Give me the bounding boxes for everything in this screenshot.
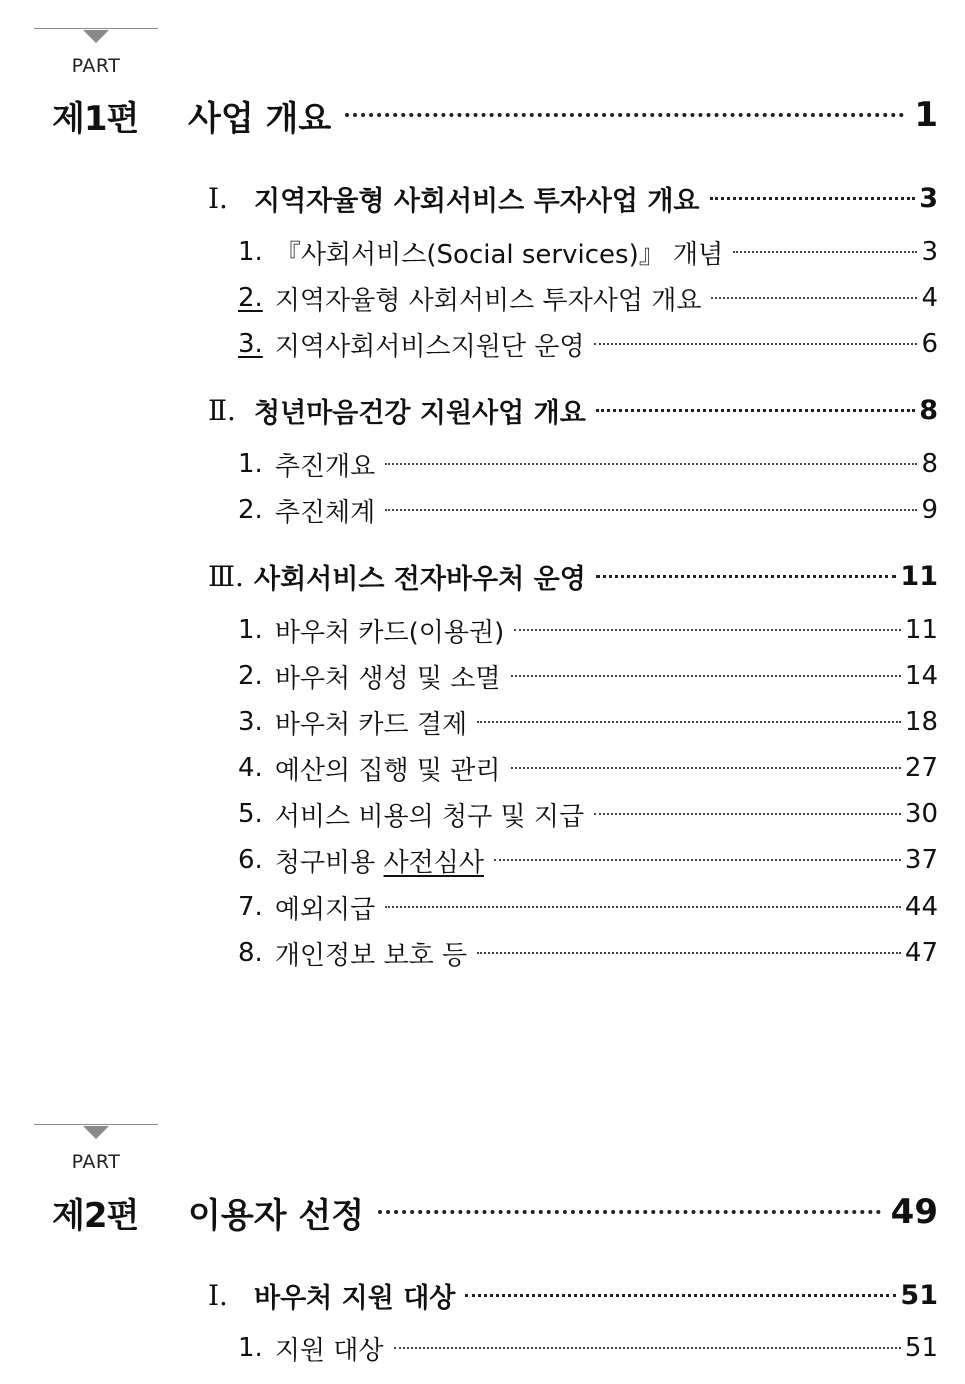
toc-chapter[interactable] — [208, 390, 938, 430]
section-title — [275, 842, 484, 879]
page-number: 9 — [921, 495, 938, 525]
section-number: 2. — [238, 495, 263, 525]
chapter-title: 사회서비스 전자바우처 운영 — [254, 563, 586, 595]
dot-leader — [465, 1294, 896, 1297]
page-number: 51 — [900, 1279, 938, 1311]
toc-section[interactable] — [238, 794, 938, 834]
section-number: 7. — [238, 892, 263, 922]
dot-leader — [594, 343, 917, 345]
page-number: 4 — [921, 283, 938, 313]
section-number: 1. — [238, 237, 263, 267]
section-title-underlined: 사전심사 — [383, 847, 485, 878]
part-rule — [34, 1124, 158, 1125]
part-number: 제1편 — [52, 98, 139, 139]
section-number: 4. — [238, 753, 263, 783]
page-number: 8 — [919, 394, 938, 426]
page-number: 8 — [921, 449, 938, 479]
part-title: 사업 개요 — [188, 98, 332, 139]
toc-chapter[interactable] — [208, 1275, 938, 1315]
page-number: 49 — [890, 1192, 938, 1232]
triangle-down-icon — [83, 30, 109, 43]
dot-leader — [477, 952, 901, 954]
part-number: 제2편 — [52, 1195, 139, 1236]
dot-leader — [733, 251, 917, 253]
page-number: 3 — [919, 182, 938, 214]
section-title: 바우처 생성 및 소멸 — [274, 663, 501, 694]
toc-section[interactable] — [238, 887, 938, 927]
dot-leader — [394, 1347, 901, 1349]
toc-section[interactable] — [238, 278, 938, 318]
section-title: 지역자율형 사회서비스 투자사업 개요 — [274, 285, 702, 316]
section-title: 개인정보 보호 등 — [274, 940, 468, 971]
part-label: PART — [71, 55, 121, 77]
toc-section[interactable] — [238, 324, 938, 364]
dot-leader — [596, 409, 915, 412]
toc-section[interactable] — [238, 656, 938, 696]
dot-leader — [378, 1210, 881, 1214]
section-number: 3. — [238, 707, 263, 737]
section-number: 1. — [238, 1333, 263, 1363]
toc-section[interactable] — [238, 1328, 938, 1368]
toc-part-2[interactable] — [52, 1187, 938, 1237]
chapter-title: 바우처 지원 대상 — [254, 1282, 456, 1314]
section-title: 바우처 카드(이용권) — [274, 617, 505, 648]
dot-leader — [711, 297, 917, 299]
dot-leader — [511, 767, 901, 769]
page-number: 30 — [904, 799, 938, 829]
section-title: 예산의 집행 및 관리 — [274, 755, 501, 786]
part-marker — [34, 28, 158, 88]
toc-section[interactable] — [238, 840, 938, 880]
dot-leader — [385, 463, 917, 465]
toc-section[interactable] — [238, 490, 938, 530]
page-number: 3 — [921, 237, 938, 267]
page-number: 47 — [904, 938, 938, 968]
toc-section[interactable] — [238, 232, 938, 272]
section-title: 추진체계 — [274, 497, 376, 528]
toc-section[interactable] — [238, 610, 938, 650]
triangle-down-icon — [83, 1126, 109, 1139]
part-rule — [34, 28, 158, 29]
page-number: 51 — [904, 1333, 938, 1363]
section-title: 추진개요 — [274, 451, 376, 482]
page-number: 18 — [904, 707, 938, 737]
section-number: 2. — [238, 661, 263, 691]
toc-part-1[interactable] — [52, 90, 938, 140]
section-title: 『사회서비스(Social services)』 개념 — [274, 239, 724, 270]
page-number: 37 — [904, 845, 938, 875]
chapter-title: 청년마음건강 지원사업 개요 — [254, 397, 586, 429]
chapter-title: 지역자율형 사회서비스 투자사업 개요 — [254, 185, 700, 217]
toc-chapter[interactable] — [208, 556, 938, 596]
dot-leader — [345, 113, 904, 117]
section-number: 6. — [238, 845, 263, 875]
dot-leader — [514, 629, 901, 631]
dot-leader — [710, 197, 916, 200]
page-number: 14 — [904, 661, 938, 691]
page-number: 27 — [904, 753, 938, 783]
page-number: 11 — [900, 560, 938, 592]
section-title: 바우처 카드 결제 — [274, 709, 468, 740]
dot-leader — [596, 575, 897, 578]
dot-leader — [385, 509, 917, 511]
dot-leader — [494, 859, 901, 861]
dot-leader — [511, 675, 901, 677]
page-number: 1 — [914, 95, 938, 135]
chapter-number: Ⅰ. — [208, 1278, 228, 1312]
part-marker — [34, 1124, 158, 1184]
part-title: 이용자 선정 — [188, 1195, 365, 1236]
page-number: 11 — [904, 615, 938, 645]
section-title: 지원 대상 — [274, 1335, 384, 1366]
toc-section[interactable] — [238, 933, 938, 973]
section-number: 2. — [238, 283, 263, 313]
toc-chapter[interactable] — [208, 178, 938, 218]
section-number: 8. — [238, 938, 263, 968]
page-number: 44 — [904, 892, 938, 922]
section-title: 예외지급 — [274, 894, 376, 925]
chapter-number: Ⅲ. — [208, 559, 244, 593]
section-title-part: 청구비용 — [274, 847, 384, 878]
part-label: PART — [71, 1151, 121, 1173]
section-title: 서비스 비용의 청구 및 지급 — [274, 801, 585, 832]
dot-leader — [385, 906, 901, 908]
section-number: 3. — [238, 329, 263, 359]
dot-leader — [477, 721, 901, 723]
toc-section[interactable] — [238, 444, 938, 484]
chapter-number: Ⅱ. — [208, 393, 236, 427]
section-number: 1. — [238, 615, 263, 645]
dot-leader — [594, 813, 901, 815]
chapter-number: Ⅰ. — [208, 181, 228, 215]
section-number: 1. — [238, 449, 263, 479]
page-number: 6 — [921, 329, 938, 359]
toc-section[interactable] — [238, 748, 938, 788]
section-number: 5. — [238, 799, 263, 829]
toc-section[interactable] — [238, 702, 938, 742]
section-title: 지역사회서비스지원단 운영 — [274, 331, 585, 362]
